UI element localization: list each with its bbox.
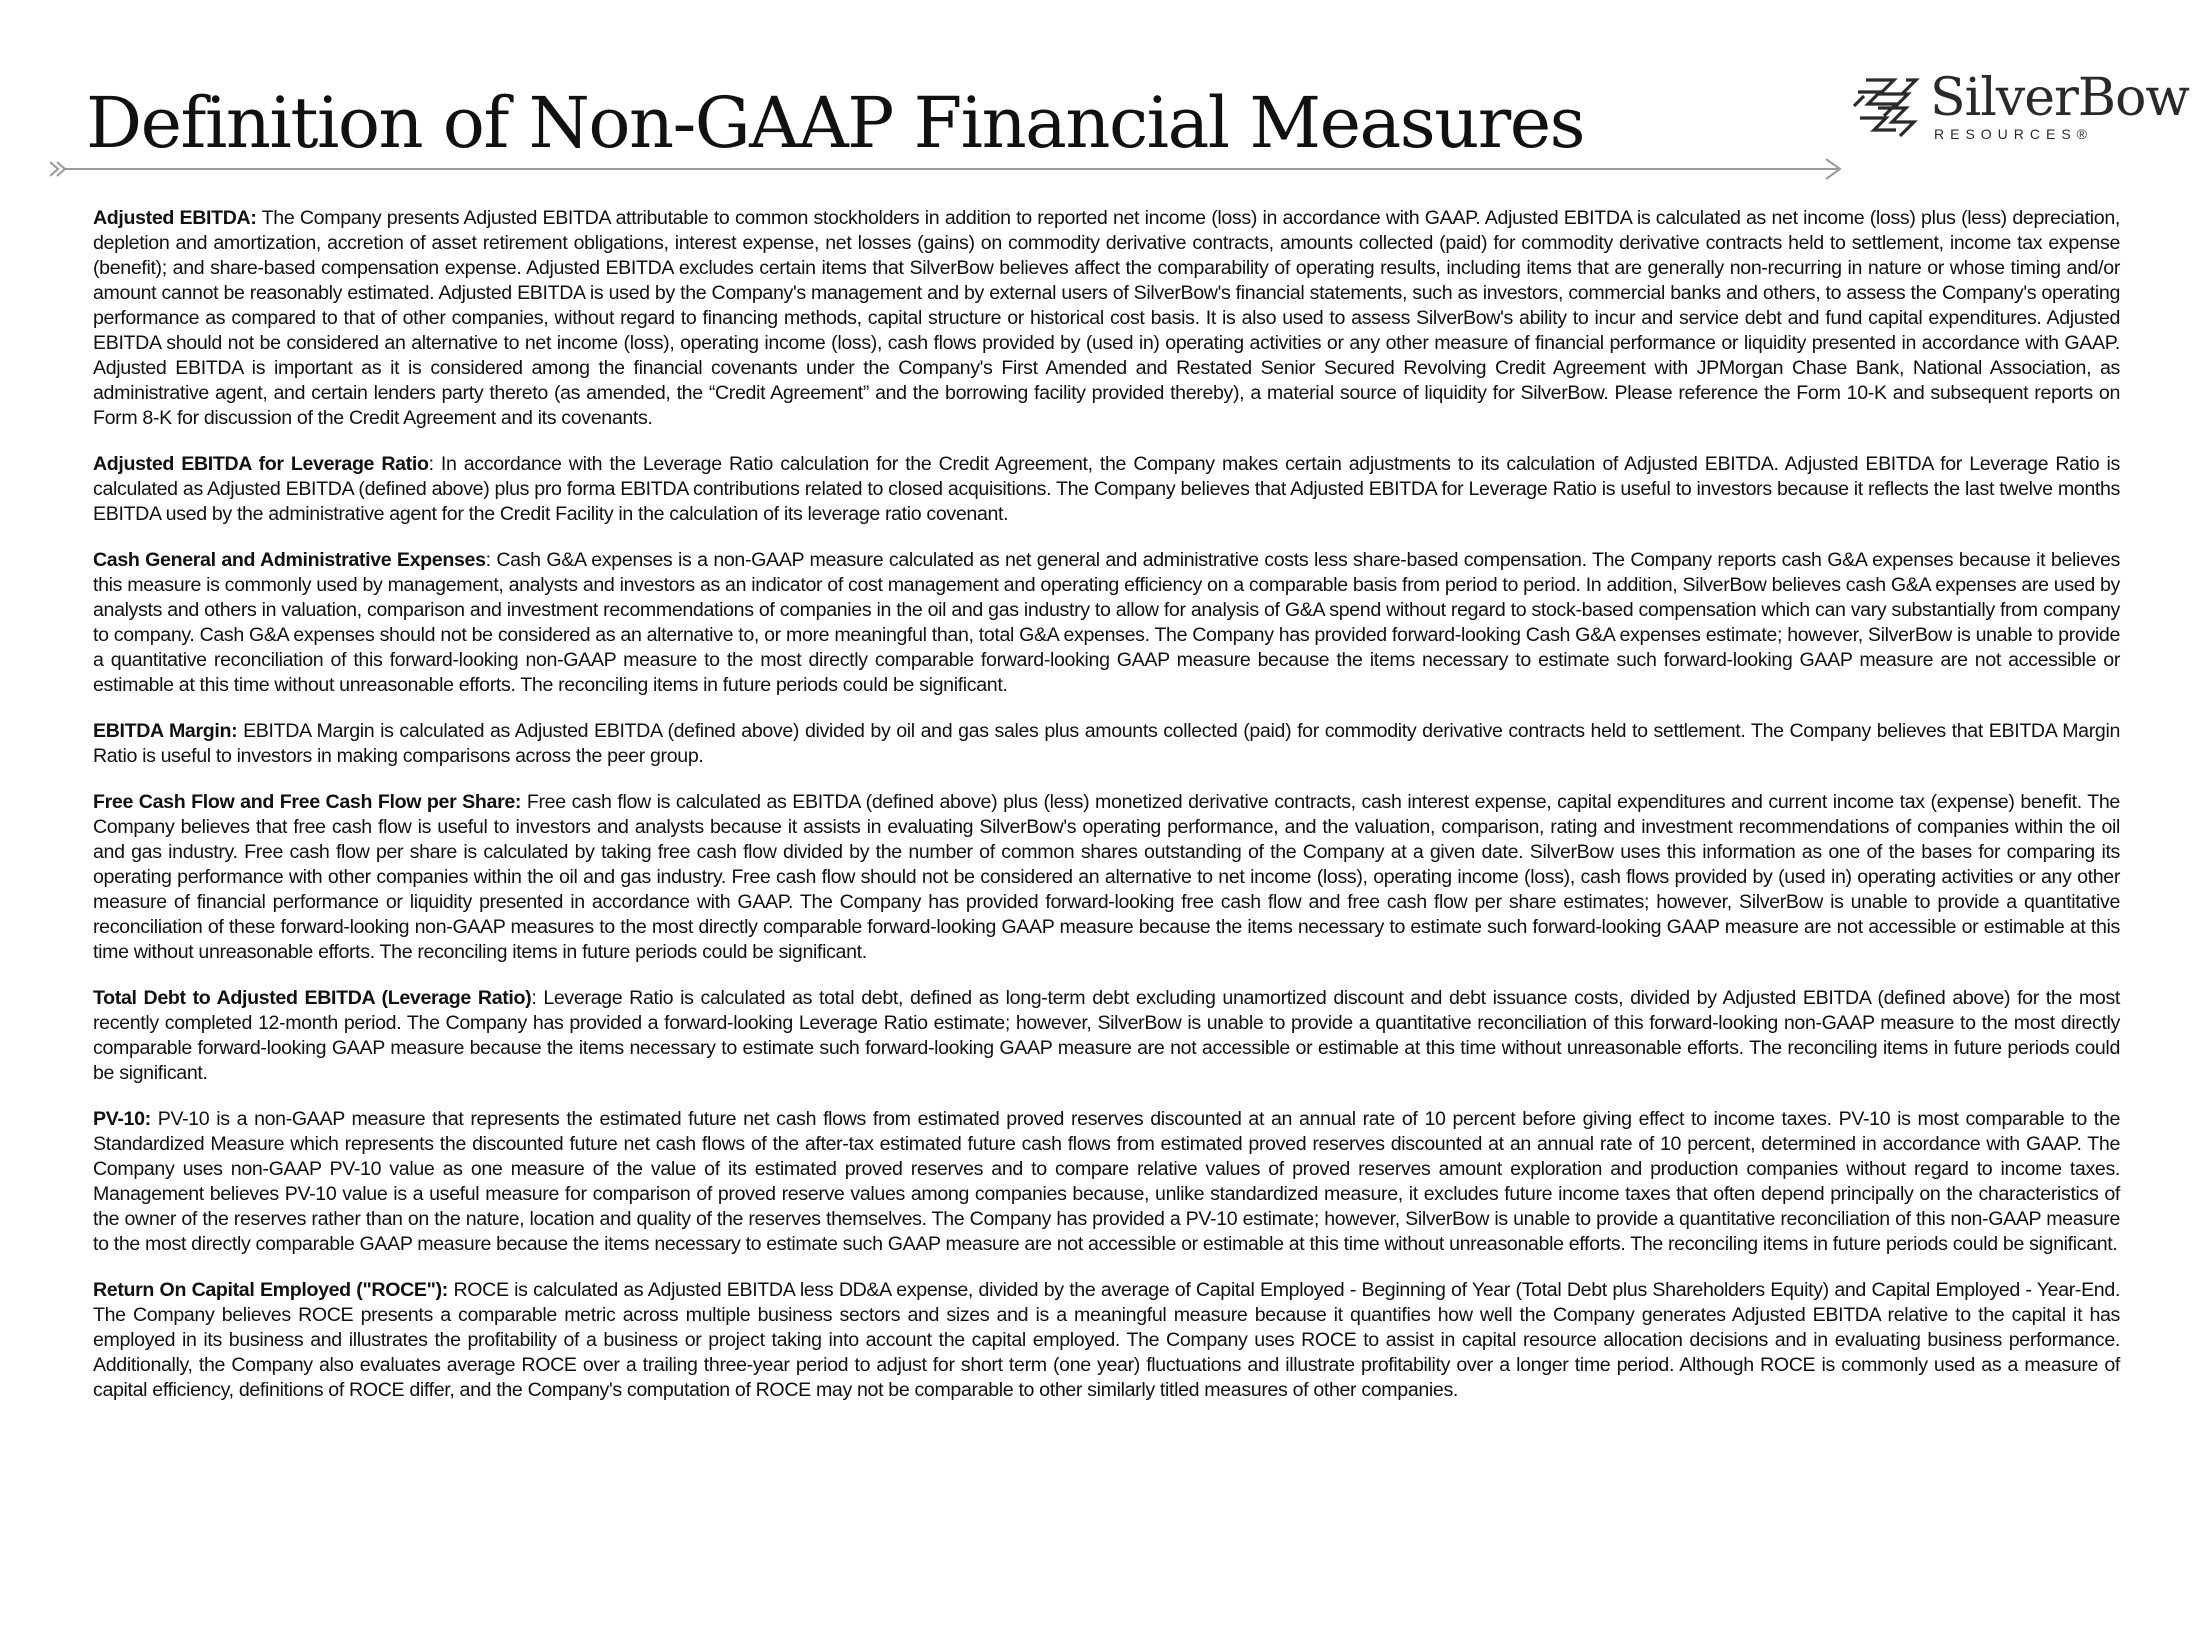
definition-term: Free Cash Flow and Free Cash Flow per Share: — [93, 791, 522, 813]
definition-text: : In accordance with the Leverage Ratio calculation for the Credit Agreement, the Company makes certain adjustments to its calculation of Adjusted EBITDA. Adjusted EBITDA for Leverage Ratio is calculated as Adjusted EBITDA (defined above) plus pro forma EBITDA contributions related to closed acquisitions. The Company believes that Adjusted EBITDA for Leverage Ratio is useful to investors because it reflects the last twelve months EBITDA used by the administrative agent for the Credit Facility in the calculation of its leverage ratio covenant. — [93, 453, 2120, 525]
definition-leverage-ratio — [93, 986, 2120, 1086]
definitions-body — [93, 206, 2120, 1424]
definition-term: Adjusted EBITDA: — [93, 207, 257, 229]
definition-text: ROCE is calculated as Adjusted EBITDA less DD&A expense, divided by the average of Capital Employed - Beginning of Year (Total Debt plus Shareholders Equity) and Capital Employed - Year-End. The Company believes ROCE presents a comparable metric across multiple business sectors and sizes and is a meaningful measure because it quantifies how well the Company generates Adjusted EBITDA relative to the capital it has employed in its business and illustrates the profitability of a business or project taking into account the capital employed. The Company uses ROCE to assist in capital resource allocation decisions and in evaluating business performance. Additionally, the Company also evaluates average ROCE over a trailing three-year period to adjust for short term (one year) fluctuations and illustrate profitability over a longer time period. Although ROCE is commonly used as a measure of capital efficiency, definitions of ROCE differ, and the Company's computation of ROCE may not be comparable to other similarly titled measures of other companies. — [93, 1279, 2120, 1401]
title-divider-arrow — [50, 156, 1850, 186]
definition-text: : Leverage Ratio is calculated as total debt, defined as long-term debt excluding unamortized discount and debt issuance costs, divided by Adjusted EBITDA (defined above) for the most recently completed 12-month period. The Company has provided a forward-looking Leverage Ratio estimate; however, SilverBow is unable to provide a quantitative reconciliation of this forward-looking non-GAAP measure to the most directly comparable forward-looking GAAP measure because the items necessary to estimate such forward-looking GAAP measure are not accessible or estimable at this time without unreasonable efforts. The reconciling items in future periods could be significant. — [93, 987, 2120, 1084]
logo-subtitle: RESOURCES® — [1934, 126, 2093, 142]
definition-ebitda-margin — [93, 719, 2120, 769]
logo-wordmark: SilverBow — [1930, 68, 2189, 128]
definition-adjusted-ebitda — [93, 206, 2120, 431]
definition-roce — [93, 1278, 2120, 1403]
definition-text: Free cash flow is calculated as EBITDA (defined above) plus (less) monetized derivative contracts, cash interest expense, capital expenditures and current income tax (expense) benefit. The Company believes that free cash flow is useful to investors and analysts because it assists in evaluating SilverBow's operating performance, and the valuation, comparison, rating and investment recommendations of companies within the oil and gas industry. Free cash flow per share is calculated by taking free cash flow divided by the number of common shares outstanding of the Company at a given date. SilverBow uses this information as one of the bases for comparing its operating performance with other companies within the oil and gas industry. Free cash flow should not be considered an alternative to net income (loss), operating income (loss), cash flows provided by (used in) operating activities or any other measure of financial performance or liquidity presented in accordance with GAAP. The Company has provided forward-looking free cash flow and free cash flow per share estimates; however, SilverBow is unable to provide a quantitative reconciliation of these forward-looking non-GAAP measures to the most directly comparable forward-looking GAAP measure because the items necessary to estimate such forward-looking GAAP measure are not accessible or estimable at this time without unreasonable efforts. The reconciling items in future periods could be significant. — [93, 791, 2120, 963]
definition-free-cash-flow — [93, 790, 2120, 965]
definition-cash-ga-expenses — [93, 548, 2120, 698]
definition-text: EBITDA Margin is calculated as Adjusted EBITDA (defined above) divided by oil and gas sales plus amounts collected (paid) for commodity derivative contracts held to settlement. The Company believes that EBITDA Margin Ratio is useful to investors in making comparisons across the peer group. — [93, 720, 2120, 767]
definition-term: Adjusted EBITDA for Leverage Ratio — [93, 453, 429, 475]
definition-text: PV-10 is a non-GAAP measure that represents the estimated future net cash flows from estimated proved reserves discounted at an annual rate of 10 percent before giving effect to income taxes. PV-10 is most comparable to the Standardized Measure which represents the discounted future net cash flows of the after-tax estimated future cash flows from estimated proved reserves discounted at an annual rate of 10 percent, determined in accordance with GAAP. The Company uses non-GAAP PV-10 value as one measure of the value of its estimated proved reserves and to compare relative values of proved reserves amount exploration and production companies without regard to income taxes. Management believes PV-10 value is a useful measure for comparison of proved reserve values among companies because, unlike standardized measure, it excludes future income taxes that often depend principally on the characteristics of the owner of the reserves rather than on the nature, location and quality of the reserves themselves. The Company has provided a PV-10 estimate; however, SilverBow is unable to provide a quantitative reconciliation of this non-GAAP measure to the most directly comparable GAAP measure because the items necessary to estimate such GAAP measure are not accessible or estimable at this time without unreasonable efforts. The reconciling items in future periods could be significant. — [93, 1108, 2120, 1255]
definition-text: : Cash G&A expenses is a non-GAAP measure calculated as net general and administrative costs less share-based compensation. The Company reports cash G&A expenses because it believes this measure is commonly used by management, analysts and investors as an indicator of cost management and operating efficiency on a comparable basis from period to period. In addition, SilverBow believes cash G&A expenses are used by analysts and others in valuation, comparison and investment recommendations of companies in the oil and gas industry to allow for analysis of G&A spend without regard to stock-based compensation which can vary substantially from company to company. Cash G&A expenses should not be considered as an alternative to, or more meaningful than, total G&A expenses. The Company has provided forward-looking Cash G&A expenses estimate; however, SilverBow is unable to provide a quantitative reconciliation of this forward-looking non-GAAP measure to the most directly comparable forward-looking GAAP measure because the items necessary to estimate such forward-looking GAAP measure are not accessible or estimable at this time without unreasonable efforts. The reconciling items in future periods could be significant. — [93, 549, 2120, 696]
definition-term: Total Debt to Adjusted EBITDA (Leverage Ratio) — [93, 987, 532, 1009]
page-title: Definition of Non-GAAP Financial Measures — [86, 82, 1585, 164]
definition-adjusted-ebitda-leverage-ratio — [93, 452, 2120, 527]
definition-pv10 — [93, 1107, 2120, 1257]
definition-term: EBITDA Margin: — [93, 720, 238, 742]
company-logo — [1850, 68, 2189, 148]
definition-term: PV-10: — [93, 1108, 151, 1130]
definition-text: The Company presents Adjusted EBITDA attributable to common stockholders in addition to reported net income (loss) in accordance with GAAP. Adjusted EBITDA is calculated as net income (loss) plus (less) depreciation, depletion and amortization, accretion of asset retirement obligations, interest expense, net losses (gains) on commodity derivative contracts, amounts collected (paid) for commodity derivative contracts held to settlement, income tax expense (benefit); and share-based compensation expense. Adjusted EBITDA excludes certain items that SilverBow believes affect the comparability of operating results, including items that are generally non-recurring in nature or whose timing and/or amount cannot be reasonably estimated. Adjusted EBITDA is used by the Company's management and by external users of SilverBow's financial statements, such as investors, commercial banks and others, to assess the Company's operating performance as compared to that of other companies, without regard to financing methods, capital structure or historical cost basis. It is also used to assess SilverBow's ability to incur and service debt and fund capital expenditures. Adjusted EBITDA should not be considered an alternative to net income (loss), operating income (loss), cash flows provided by (used in) operating activities or any other measure of financial performance or liquidity presented in accordance with GAAP. Adjusted EBITDA is important as it is considered among the financial covenants under the Company's First Amended and Restated Senior Secured Revolving Credit Agreement with JPMorgan Chase Bank, National Association, as administrative agent, and certain lenders party thereto (as amended, the “Credit Agreement” and the borrowing facility provided thereby), a material source of liquidity for SilverBow. Please reference the Form 10-K and subsequent reports on Form 8-K for discussion of the Credit Agreement and its covenants. — [93, 207, 2120, 429]
silverbow-logo-mark-icon — [1850, 72, 1922, 144]
definition-term: Return On Capital Employed ("ROCE"): — [93, 1279, 448, 1301]
definition-term: Cash General and Administrative Expenses — [93, 549, 486, 571]
